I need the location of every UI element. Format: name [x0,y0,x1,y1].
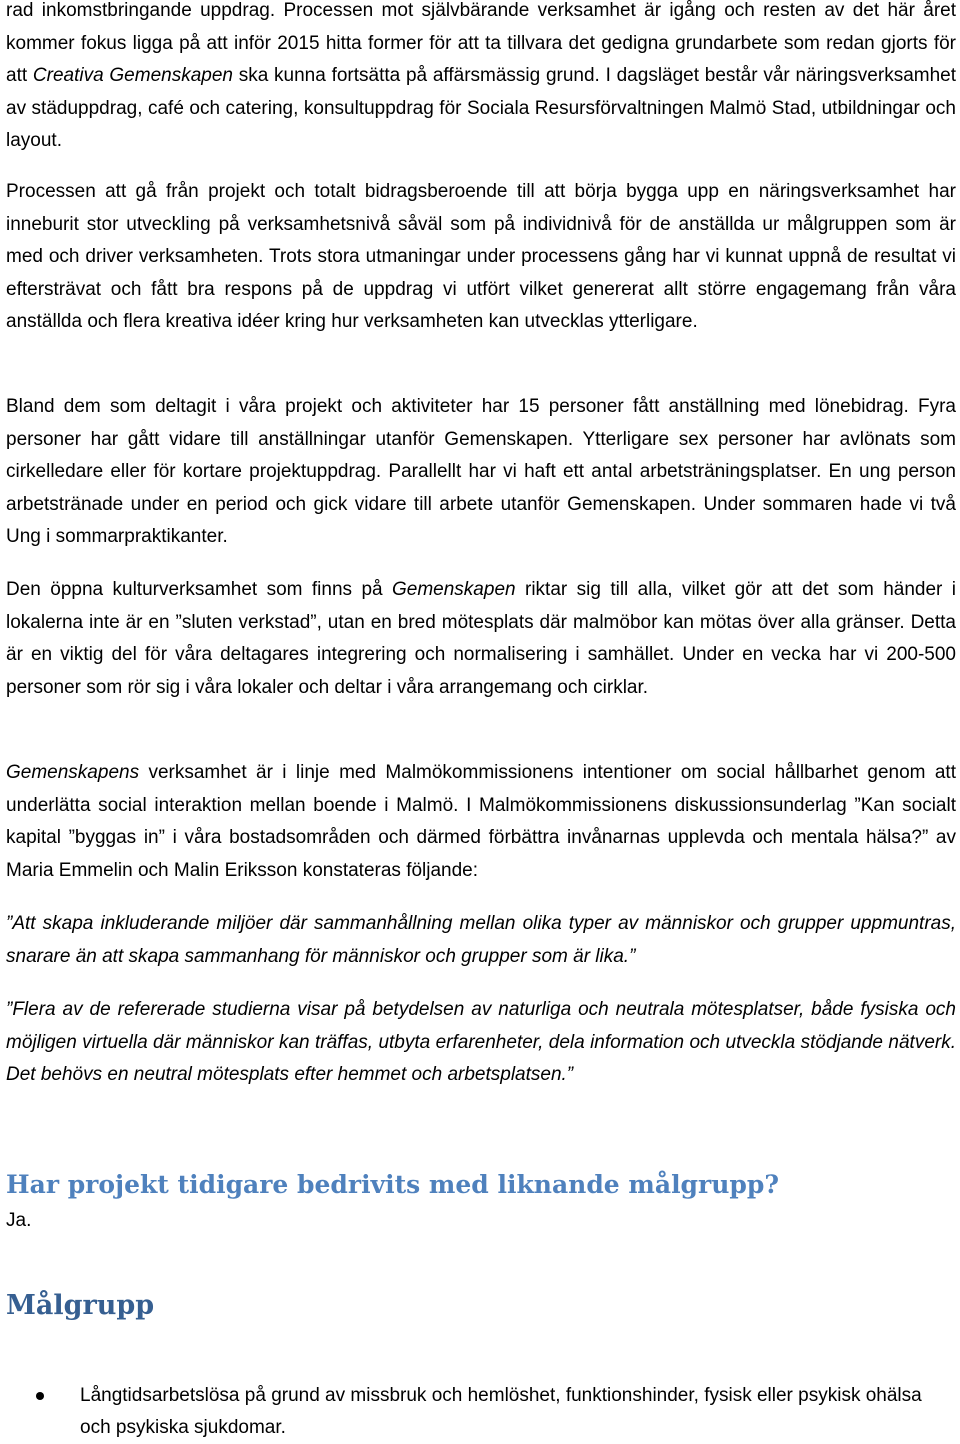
paragraph-development: Processen att gå från projekt och totalt bidragsberoende till att börja bygga upp en näringsverksamhet har inneburit stor utveckling på verksamhetsnivå såväl som på individnivå för de anställda ur målgruppen som är med och driver verksamheten. Trots stora utmaningar under processens gång har vi kunnat uppnå de resultat vi eftersträvat och fått bra respons på de uppdrag vi utfört vilket genererat allt större engagemang från våra anställda och flera kreativa idéer kring hur verksamheten kan utvecklas ytterligare. [6,181,956,333]
heading-target-group: Målgrupp [6,1290,155,1321]
text-run: ska kunna fortsätta på affärsmässig grund. I dagsläget består vår näringsverksamhet av städuppdrag, café och catering, konsultuppdrag för Sociala Resursförvaltningen Malmö Stad, utbildningar och layout. [6,65,956,152]
organization-name-italic: Gemenskapens [6,762,140,783]
paragraph-cultural-activity [6,574,956,704]
text-run: Den öppna kulturverksamhet som finns på [6,579,392,600]
quote-inclusive-environments: ”Att skapa inkluderande miljöer där sammanhållning mellan olika typer av människor och grupper uppmuntras, snarare än att skapa sammanhang för människor och grupper som är lika.” [6,913,956,967]
bullet-icon [36,1392,44,1400]
list-item-text: Långtidsarbetslösa på grund av missbruk och hemlöshet, funktionshinder, fysisk eller psykisk ohälsa och psykiska sjukdomar. [80,1385,922,1438]
organization-name-italic: Creativa Gemenskapen [32,65,233,87]
heading-prior-projects: Har projekt tidigare bedrivits med liknande målgrupp? [6,1170,779,1199]
organization-name-italic: Gemenskapen [392,579,516,600]
quote-meeting-places: ”Flera av de refererade studierna visar på betydelsen av naturliga och neutrala mötesplatser, både fysiska och möjligen virtuella där människor kan träffas, utbyta erfarenheter, dela information och utveckla stödjande nätverk. Det behövs en neutral mötesplats efter hemmet och arbetsplatsen.” [6,999,956,1086]
target-group-list [6,1380,956,1444]
paragraph-business-process [6,0,956,158]
text-run: verksamhet är i linje med Malmökommissionens intentioner om social hållbarhet genom att underlätta social interaktion mellan boende i Malmö. I Malmökommissionens diskussionsunderlag ”Kan socialt kapital ”byggas in” i våra bostadsområden och därmed förbättra invånarnas upplevda och mentala hälsa?” av Maria Emmelin och Malin Eriksson konstateras följande: [6,762,956,881]
text-run: riktar sig till alla, vilket gör att det som händer i lokalerna inte är en ”sluten verkstad”, utan en bred mötesplats där malmöbor kan mötas över alla gränser. Detta är en viktig del för våra deltagares integrering och normalisering i samhället. Under en vecka har vi 200-500 personer som rör sig i våra lokaler och deltar i våra arrangemang och cirklar. [6,579,957,698]
paragraph-employment: Bland dem som deltagit i våra projekt och aktiviteter har 15 personer fått anställning med lönebidrag. Fyra personer har gått vidare till anställningar utanför Gemenskapen. Ytterligare sex personer har avlönats som cirkelledare eller för kortare projektuppdrag. Parallellt har vi haft ett antal arbetsträningsplatser. En ung person arbetstränade under en period och gick vidare till arbete utanför Gemenskapen. Under sommaren hade vi två Ung i sommarpraktikanter. [6,396,956,548]
text-run: rad inkomstbringande uppdrag. Processen mot självbärande verksamhet är igång och resten av det här året kommer fokus ligga på att inför 2015 hitta former för att ta tillvara det gedigna grundarbete som redan gjorts för att [6,0,956,87]
list-item [6,1380,956,1444]
paragraph-malmo-commission [6,757,956,887]
answer-prior-projects: Ja. [6,1210,32,1231]
